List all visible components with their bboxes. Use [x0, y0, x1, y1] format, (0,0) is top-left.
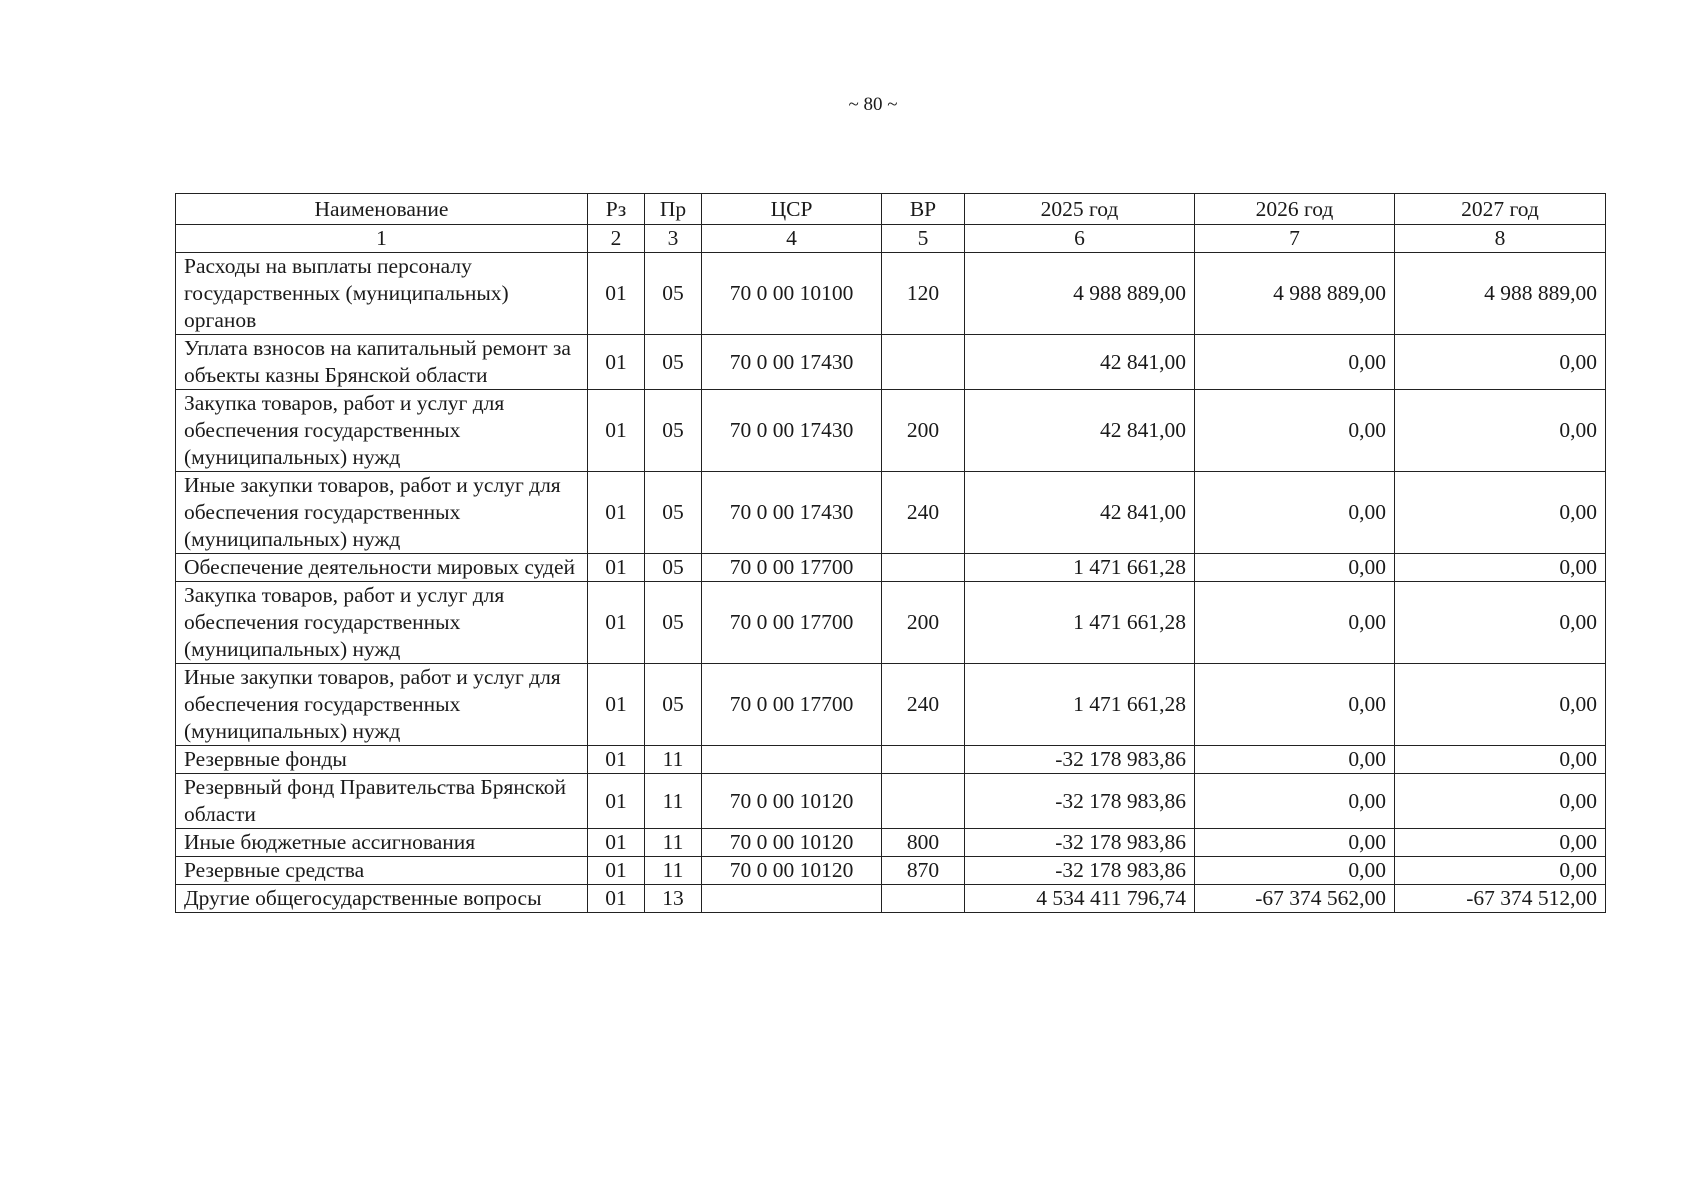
column-index: 7 — [1195, 225, 1395, 253]
header-2026: 2026 год — [1195, 194, 1395, 225]
row-2026: 0,00 — [1195, 554, 1395, 582]
row-2026: 0,00 — [1195, 582, 1395, 664]
row-2026: 4 988 889,00 — [1195, 253, 1395, 335]
row-csr — [702, 885, 882, 913]
row-2026: 0,00 — [1195, 390, 1395, 472]
page-number: ~ 80 ~ — [848, 94, 898, 115]
column-index: 2 — [588, 225, 645, 253]
row-pr: 11 — [645, 857, 702, 885]
row-2026: 0,00 — [1195, 829, 1395, 857]
row-2025: 1 471 661,28 — [965, 582, 1195, 664]
row-2026: 0,00 — [1195, 472, 1395, 554]
column-index: 3 — [645, 225, 702, 253]
row-2026: 0,00 — [1195, 664, 1395, 746]
row-2026: -67 374 562,00 — [1195, 885, 1395, 913]
row-vr — [882, 554, 965, 582]
row-pr: 05 — [645, 554, 702, 582]
row-2027: 0,00 — [1395, 554, 1606, 582]
row-rz: 01 — [588, 774, 645, 829]
row-2025: 4 988 889,00 — [965, 253, 1195, 335]
row-rz: 01 — [588, 857, 645, 885]
table-row — [176, 253, 1606, 335]
row-2026: 0,00 — [1195, 774, 1395, 829]
row-2027: 4 988 889,00 — [1395, 253, 1606, 335]
row-name: Резервные фонды — [176, 746, 588, 774]
row-2025: 42 841,00 — [965, 472, 1195, 554]
row-2027: 0,00 — [1395, 774, 1606, 829]
row-csr: 70 0 00 10120 — [702, 857, 882, 885]
header-vr: ВР — [882, 194, 965, 225]
row-csr — [702, 746, 882, 774]
table-row — [176, 857, 1606, 885]
row-vr: 800 — [882, 829, 965, 857]
table-row — [176, 472, 1606, 554]
row-csr: 70 0 00 10120 — [702, 829, 882, 857]
header-csr: ЦСР — [702, 194, 882, 225]
row-rz: 01 — [588, 554, 645, 582]
column-index: 1 — [176, 225, 588, 253]
header-2027: 2027 год — [1395, 194, 1606, 225]
row-pr: 05 — [645, 664, 702, 746]
row-name: Иные бюджетные ассигнования — [176, 829, 588, 857]
column-index: 6 — [965, 225, 1195, 253]
row-name: Закупка товаров, работ и услуг для обеспечения государственных (муниципальных) нужд — [176, 582, 588, 664]
row-vr — [882, 774, 965, 829]
table-row — [176, 390, 1606, 472]
row-vr — [882, 746, 965, 774]
row-csr: 70 0 00 17430 — [702, 390, 882, 472]
row-2025: -32 178 983,86 — [965, 774, 1195, 829]
header-name: Наименование — [176, 194, 588, 225]
row-2025: 4 534 411 796,74 — [965, 885, 1195, 913]
row-2025: 42 841,00 — [965, 390, 1195, 472]
table-row — [176, 885, 1606, 913]
column-index: 5 — [882, 225, 965, 253]
row-2026: 0,00 — [1195, 746, 1395, 774]
table-row — [176, 582, 1606, 664]
row-name: Уплата взносов на капитальный ремонт за объекты казны Брянской области — [176, 335, 588, 390]
row-name: Иные закупки товаров, работ и услуг для обеспечения государственных (муниципальных) нужд — [176, 664, 588, 746]
row-name: Резервные средства — [176, 857, 588, 885]
row-csr: 70 0 00 17430 — [702, 472, 882, 554]
row-vr: 870 — [882, 857, 965, 885]
table-row — [176, 554, 1606, 582]
row-name: Закупка товаров, работ и услуг для обеспечения государственных (муниципальных) нужд — [176, 390, 588, 472]
row-csr: 70 0 00 17700 — [702, 554, 882, 582]
row-pr: 13 — [645, 885, 702, 913]
row-2027: 0,00 — [1395, 335, 1606, 390]
table-row — [176, 829, 1606, 857]
row-2025: -32 178 983,86 — [965, 829, 1195, 857]
row-2025: 1 471 661,28 — [965, 554, 1195, 582]
row-rz: 01 — [588, 472, 645, 554]
row-vr: 200 — [882, 390, 965, 472]
row-csr: 70 0 00 17430 — [702, 335, 882, 390]
table-row — [176, 664, 1606, 746]
header-row — [176, 194, 1606, 225]
row-name: Иные закупки товаров, работ и услуг для обеспечения государственных (муниципальных) нужд — [176, 472, 588, 554]
row-vr — [882, 885, 965, 913]
row-2026: 0,00 — [1195, 335, 1395, 390]
row-rz: 01 — [588, 885, 645, 913]
table-row — [176, 774, 1606, 829]
row-2026: 0,00 — [1195, 857, 1395, 885]
row-pr: 05 — [645, 253, 702, 335]
row-2025: -32 178 983,86 — [965, 746, 1195, 774]
row-2027: -67 374 512,00 — [1395, 885, 1606, 913]
header-pr: Пр — [645, 194, 702, 225]
row-vr: 120 — [882, 253, 965, 335]
row-pr: 11 — [645, 746, 702, 774]
row-vr: 240 — [882, 664, 965, 746]
row-2027: 0,00 — [1395, 857, 1606, 885]
row-name: Резервный фонд Правительства Брянской области — [176, 774, 588, 829]
table-row — [176, 335, 1606, 390]
row-rz: 01 — [588, 253, 645, 335]
row-pr: 05 — [645, 472, 702, 554]
row-pr: 11 — [645, 774, 702, 829]
row-2027: 0,00 — [1395, 664, 1606, 746]
row-2027: 0,00 — [1395, 829, 1606, 857]
row-pr: 05 — [645, 390, 702, 472]
row-vr — [882, 335, 965, 390]
row-csr: 70 0 00 17700 — [702, 582, 882, 664]
row-2027: 0,00 — [1395, 746, 1606, 774]
row-vr: 240 — [882, 472, 965, 554]
budget-table — [175, 193, 1606, 913]
row-pr: 11 — [645, 829, 702, 857]
row-csr: 70 0 00 17700 — [702, 664, 882, 746]
row-2025: 42 841,00 — [965, 335, 1195, 390]
header-rz: Рз — [588, 194, 645, 225]
column-index-row — [176, 225, 1606, 253]
row-name: Расходы на выплаты персоналу государственных (муниципальных) органов — [176, 253, 588, 335]
row-rz: 01 — [588, 335, 645, 390]
row-rz: 01 — [588, 829, 645, 857]
row-rz: 01 — [588, 664, 645, 746]
table-row — [176, 746, 1606, 774]
row-pr: 05 — [645, 582, 702, 664]
row-csr: 70 0 00 10120 — [702, 774, 882, 829]
row-rz: 01 — [588, 746, 645, 774]
row-vr: 200 — [882, 582, 965, 664]
row-2027: 0,00 — [1395, 582, 1606, 664]
header-2025: 2025 год — [965, 194, 1195, 225]
column-index: 4 — [702, 225, 882, 253]
row-2027: 0,00 — [1395, 390, 1606, 472]
row-name: Обеспечение деятельности мировых судей — [176, 554, 588, 582]
row-2025: 1 471 661,28 — [965, 664, 1195, 746]
row-pr: 05 — [645, 335, 702, 390]
row-rz: 01 — [588, 390, 645, 472]
row-rz: 01 — [588, 582, 645, 664]
column-index: 8 — [1395, 225, 1606, 253]
row-2027: 0,00 — [1395, 472, 1606, 554]
row-2025: -32 178 983,86 — [965, 857, 1195, 885]
row-name: Другие общегосударственные вопросы — [176, 885, 588, 913]
row-csr: 70 0 00 10100 — [702, 253, 882, 335]
